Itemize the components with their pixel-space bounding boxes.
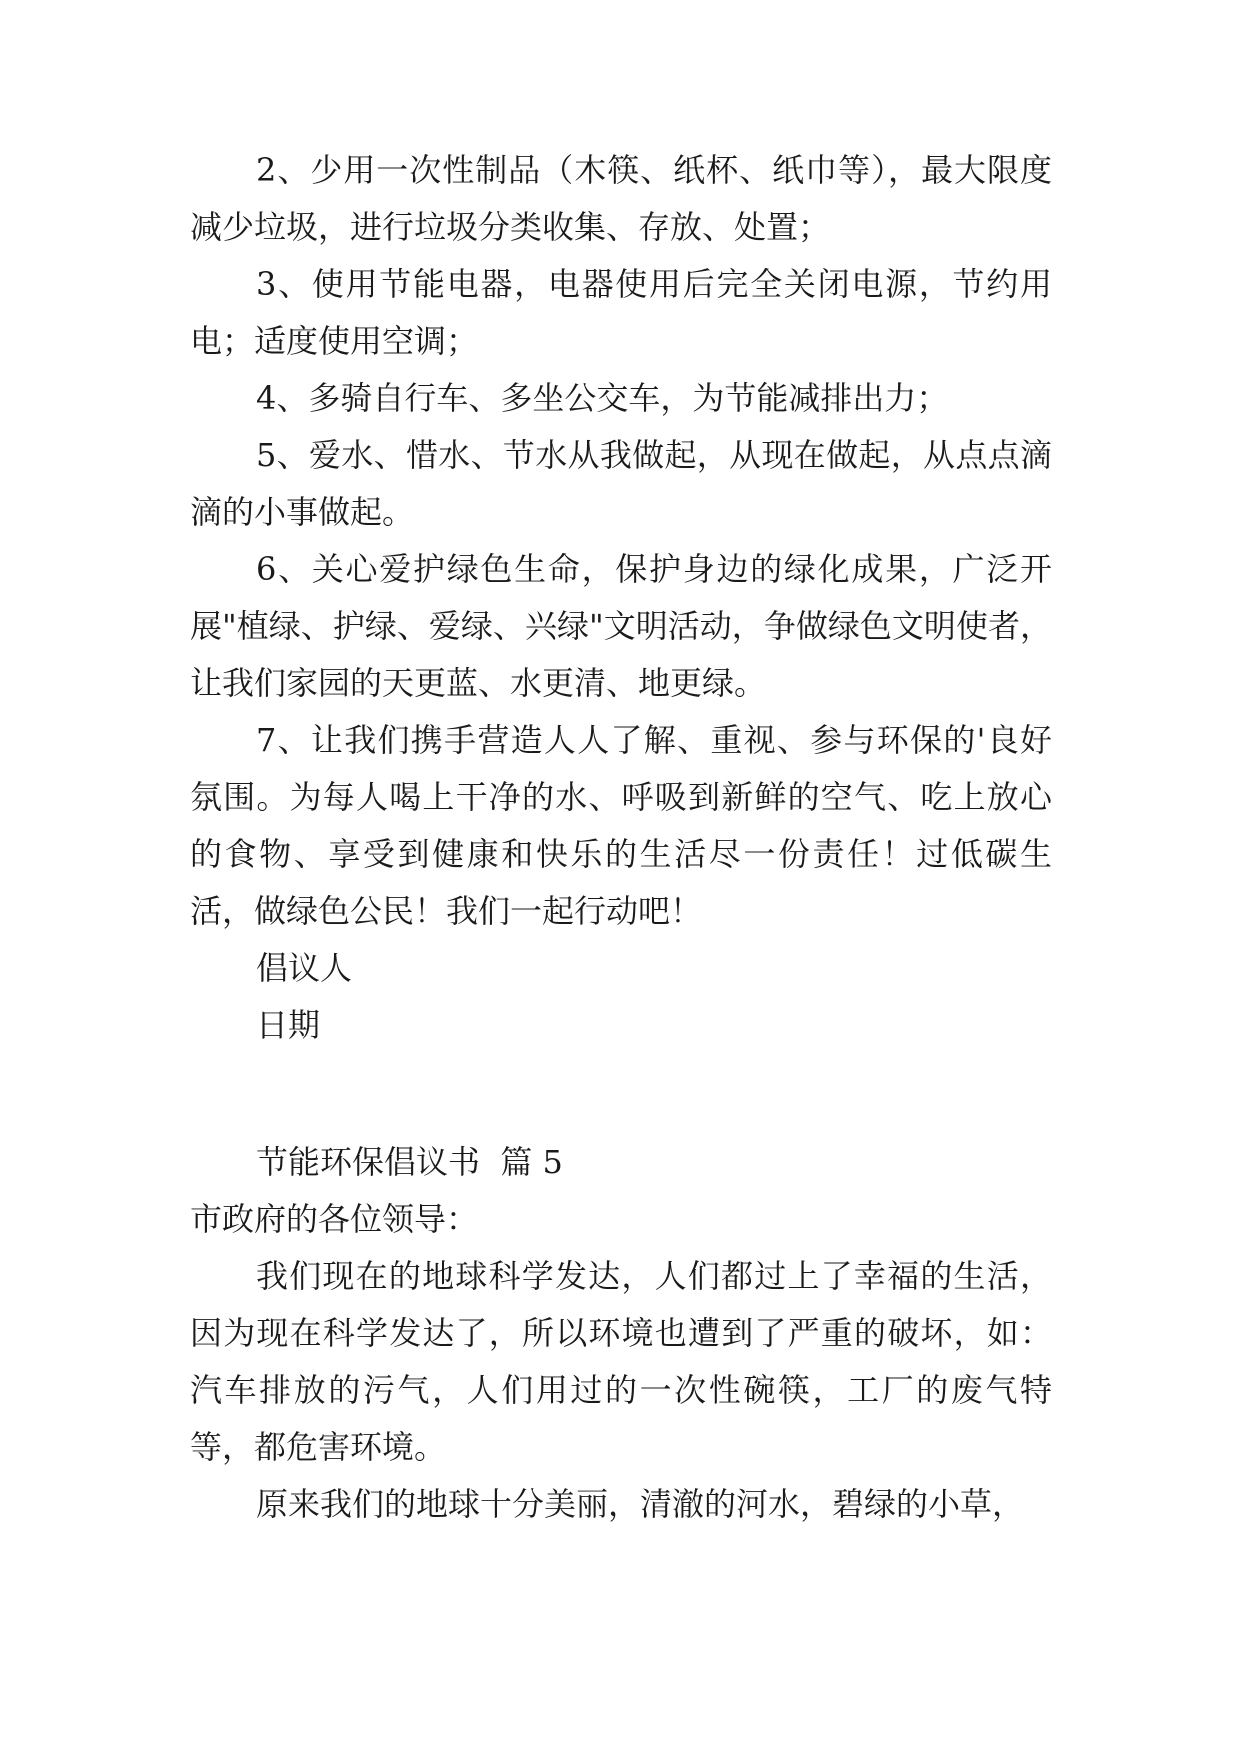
paragraph: 原来我们的地球十分美丽，清澈的河水，碧绿的小草， (256, 1485, 1025, 1523)
signature-label: 倡议人 (256, 949, 353, 987)
document-body (190, 142, 1052, 1533)
paragraph: 6、关心爱护绿色生命，保护身边的绿化成果，广泛开展"植绿、护绿、爱绿、兴绿"文明活动，争做绿色文明使者，让我们家园的天更蓝、水更清、地更绿。 (190, 550, 1052, 702)
section-gap (190, 1054, 1052, 1134)
paragraph: 我们现在的地球科学发达，人们都过上了幸福的生活，因为现在科学发达了，所以环境也遭到了严重的破坏，如：汽车排放的污气，人们用过的一次性碗筷，工厂的废气特等，都危害环境。 (190, 1257, 1052, 1466)
paragraph: 7、让我们携手营造人人了解、重视、参与环保的'良好氛围。为每人喝上干净的水、呼吸到新鲜的空气、吃上放心的食物、享受到健康和快乐的生活尽一份责任！过低碳生活，做绿色公民！我们一起行动吧！ (190, 721, 1052, 930)
paragraph: 3、使用节能电器，电器使用后完全关闭电源，节约用电；适度使用空调； (190, 265, 1052, 360)
salutation: 市政府的各位领导： (190, 1200, 479, 1238)
paragraph: 2、少用一次性制品（木筷、纸杯、纸巾等），最大限度减少垃圾，进行垃圾分类收集、存放、处置； (190, 151, 1052, 246)
section-title: 节能环保倡议书 篇 5 (256, 1143, 563, 1181)
paragraph: 5、爱水、惜水、节水从我做起，从现在做起，从点点滴滴的小事做起。 (190, 436, 1052, 531)
date-label: 日期 (256, 1006, 321, 1044)
paragraph: 4、多骑自行车、多坐公交车，为节能减排出力； (256, 379, 949, 417)
